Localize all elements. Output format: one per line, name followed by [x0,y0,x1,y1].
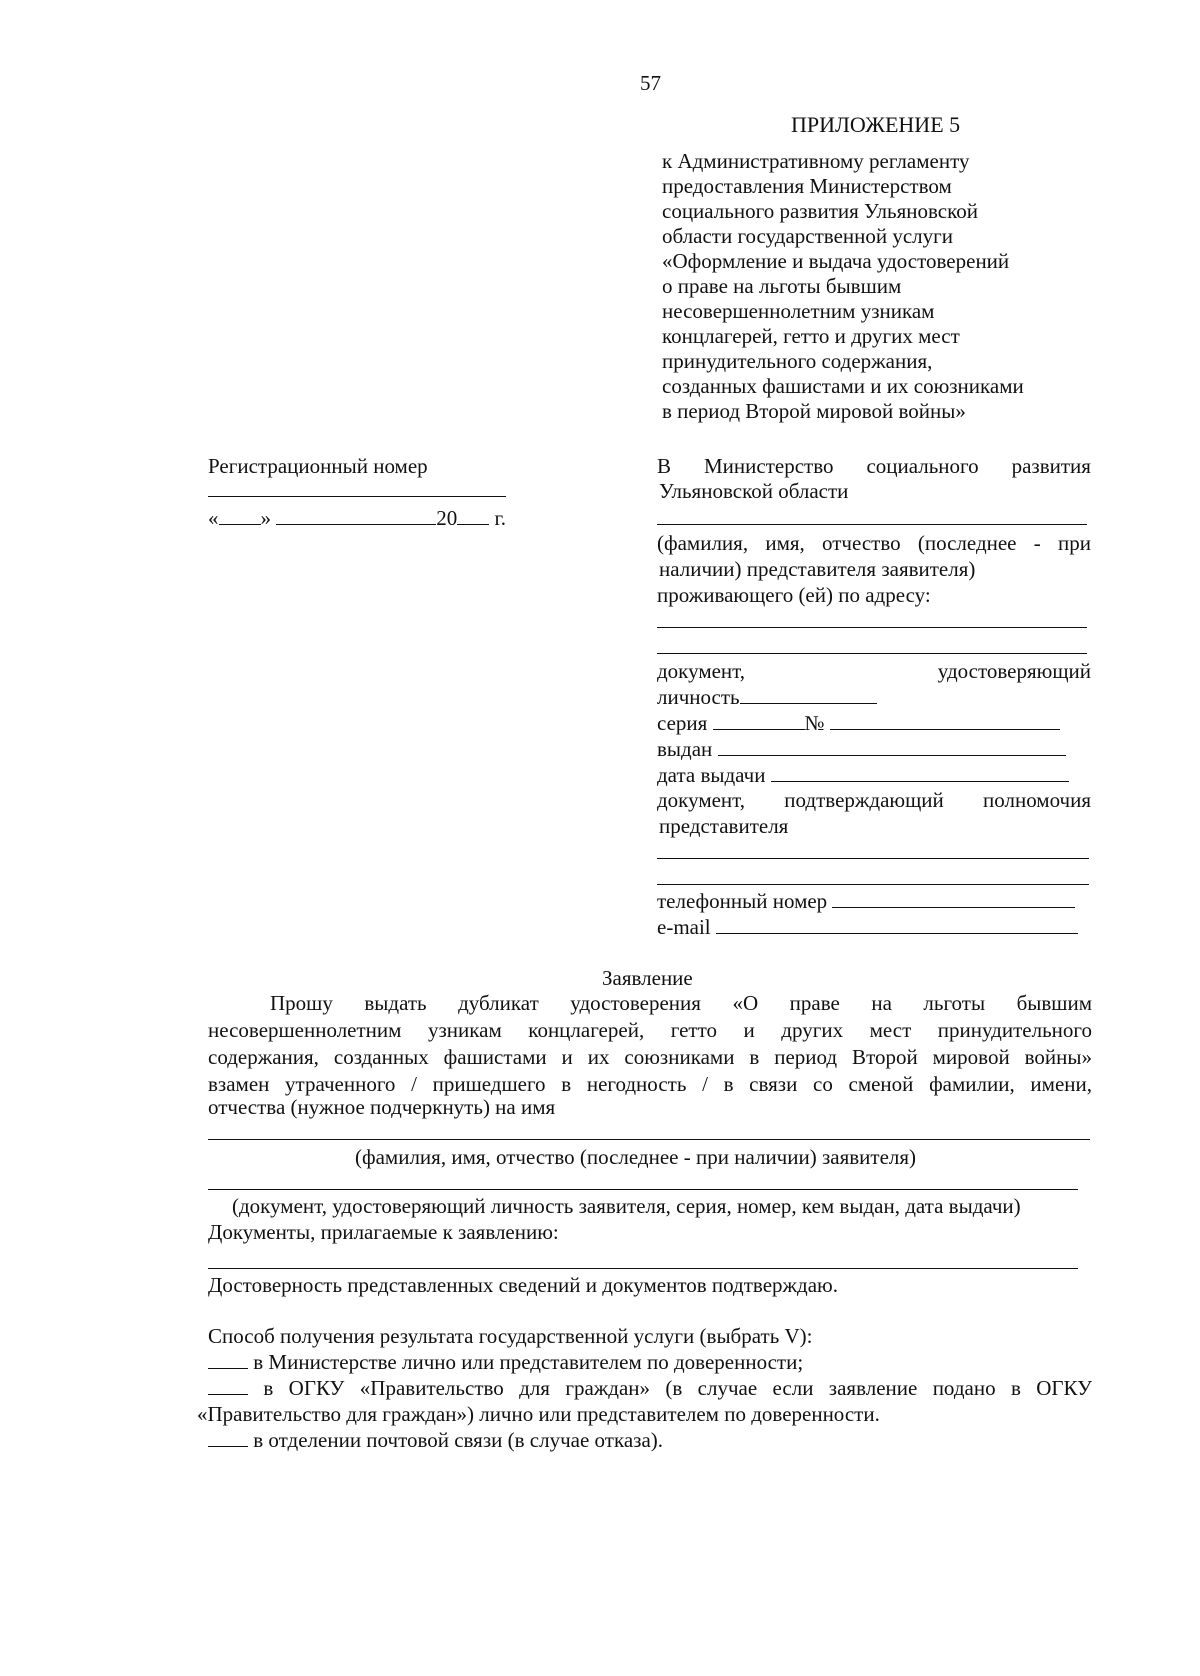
fio-hint-word: (последнее [917,531,1017,555]
issue-date-label: дата выдачи [657,763,766,787]
date-month-field[interactable] [276,505,436,525]
addressee-line-1 [657,453,1091,479]
appendix-line: социального развития Ульяновской [662,199,978,223]
identity-document-field[interactable] [740,684,877,704]
addressee-word: Министерство [703,454,834,478]
series-row [657,710,1060,736]
option-1-checkbox[interactable] [208,1349,248,1369]
representative-document-field-2[interactable] [657,884,1089,885]
issue-date-field[interactable] [771,762,1069,782]
appendix-line: к Административному регламенту [662,149,970,173]
phone-label: телефонный номер [657,889,828,913]
number-field[interactable] [830,710,1060,730]
issued-label: выдан [657,737,713,761]
statement-body [208,990,1092,1098]
attached-documents-label: Документы, прилагаемые к заявлению: [208,1220,559,1244]
address-field-2[interactable] [657,653,1087,654]
email-row [657,914,1078,940]
appendix-line: в период Второй мировой войны» [662,399,966,423]
statement-body-last-line: отчества (нужное подчеркнуть) на имя [208,1095,556,1119]
statement-title: Заявление [602,966,693,990]
representative-document-line-2: представителя [659,814,789,838]
addressee-word: В [657,454,672,478]
appendix-line: предоставления Министерством [662,174,952,198]
statement-line: Прошу выдать дубликат удостоверения «О праве на льготы бывшим [270,991,1092,1015]
identity-document-line-1 [657,658,1091,684]
applicant-document-caption: (документ, удостоверяющий личность заявителя, серия, номер, кем выдан, дата выдачи) [232,1194,1021,1218]
identity-document-word: удостоверяющий [937,659,1091,683]
registration-number-field[interactable] [208,496,506,497]
option-2-label-line-1: в ОГКУ «Правительство для граждан» (в случае если заявление подано в ОГКУ [263,1376,1092,1400]
appendix-line: созданных фашистами и их союзниками [662,374,1024,398]
issued-field[interactable] [718,736,1066,756]
addressee-word: социального [866,454,979,478]
applicant-fio-field[interactable] [208,1139,1090,1140]
registration-date [208,505,506,531]
identity-document-label: личность [657,685,740,709]
option-2-label-line-2: «Правительство для граждан») лично или представителем по доверенности. [197,1402,880,1426]
date-open-quote: « [208,506,219,530]
date-year-suffix: г. [494,506,506,530]
option-2-checkbox[interactable] [208,1375,248,1395]
date-year-prefix: 20 [436,506,458,530]
date-year-field[interactable] [457,505,489,525]
confirmation-text: Достоверность представленных сведений и документов подтверждаю. [208,1273,838,1297]
appendix-line: принудительного содержания, [662,349,933,373]
phone-row [657,888,1075,914]
appendix-line: «Оформление и выдача удостоверений [662,249,1010,273]
series-label: серия [657,711,708,735]
address-field-1[interactable] [657,627,1087,628]
appendix-reference [662,149,1024,424]
email-label: e-mail [657,915,711,939]
email-field[interactable] [716,914,1078,934]
number-label: № [804,711,825,735]
identity-document-word: документ, [657,659,746,683]
date-close-quote: » [260,506,271,530]
representative-fio-hint-line-2: наличии) представителя заявителя) [659,557,976,581]
appendix-line: концлагерей, гетто и других мест [662,324,960,348]
receipt-method-title: Способ получения результата государственной услуги (выбрать V): [208,1324,813,1348]
statement-line: несовершеннолетним узникам концлагерей, гетто и других мест принудительного [208,1018,1092,1042]
receipt-option-1 [208,1349,803,1375]
fio-hint-word: при [1058,531,1091,555]
option-1-label: в Министерстве лично или представителем по доверенности; [253,1350,804,1374]
registration-label: Регистрационный номер [208,454,428,478]
page-number: 57 [640,71,661,95]
option-3-label: в отделении почтовой связи (в случае отказа). [253,1428,664,1452]
appendix-title: ПРИЛОЖЕНИЕ 5 [791,112,961,137]
representative-document-word: документ, [657,788,746,812]
issue-date-row [657,762,1069,788]
representative-document-word: полномочия [983,788,1091,812]
representative-document-field-1[interactable] [657,858,1089,859]
fio-hint-word: - [1033,531,1041,555]
option-3-checkbox[interactable] [208,1427,248,1447]
addressee-line-2: Ульяновской области [659,479,849,503]
statement-line: содержания, созданных фашистами и их союзниками в период Второй мировой войны» [208,1045,1092,1069]
fio-hint-word: (фамилия, [657,531,749,555]
appendix-line: области государственной услуги [662,224,954,248]
applicant-fio-caption: (фамилия, имя, отчество (последнее - при наличии) заявителя) [355,1145,917,1169]
appendix-line: несовершеннолетним узникам [662,299,935,323]
representative-document-word: подтверждающий [784,788,944,812]
phone-field[interactable] [832,888,1075,908]
representative-document-line-1 [657,787,1091,813]
representative-fio-hint-line-1 [657,530,1091,556]
addressee-word: развития [1011,454,1091,478]
date-day-field[interactable] [219,505,261,525]
receipt-option-2 [208,1375,1092,1401]
issued-row [657,736,1066,762]
representative-fio-field[interactable] [657,524,1087,525]
series-field[interactable] [713,710,805,730]
appendix-line: о праве на льготы бывшим [662,274,902,298]
fio-hint-word: отчество [822,531,901,555]
receipt-option-3 [208,1427,663,1453]
address-label: проживающего (ей) по адресу: [657,583,931,607]
applicant-document-field[interactable] [208,1189,1078,1190]
fio-hint-word: имя, [765,531,805,555]
identity-document-line-2 [657,684,877,710]
attached-documents-field[interactable] [208,1268,1078,1269]
statement-line: взамен утраченного / пришедшего в негодность / в связи со сменой фамилии, имени, [208,1072,1092,1096]
